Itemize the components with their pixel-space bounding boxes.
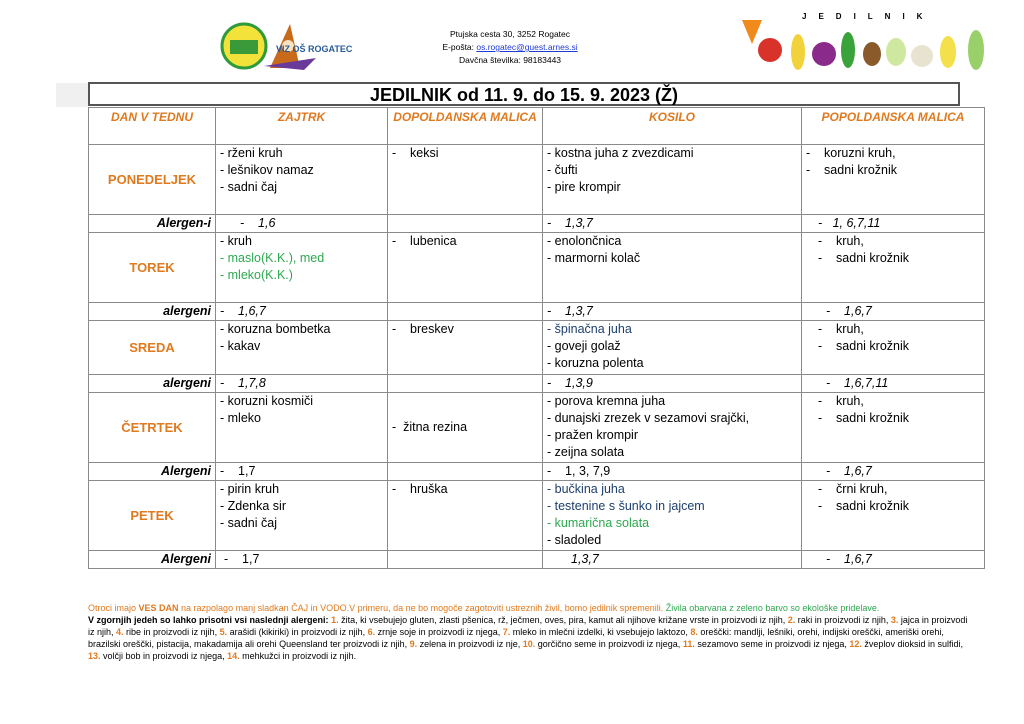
allergen-kosilo: - 1,3,7 <box>543 303 802 321</box>
allergen-label: Alergeni <box>89 463 216 481</box>
col-zajtrk: ZAJTRK <box>216 108 388 145</box>
malica-cell <box>388 481 543 551</box>
menu-item: - rženi kruh <box>220 146 283 160</box>
col-kosilo: KOSILO <box>543 108 802 145</box>
school-contact <box>400 28 620 67</box>
day-row <box>89 233 985 303</box>
menu-item: - kruh, <box>818 322 864 336</box>
menu-item: - koruzna bombetka <box>220 322 331 336</box>
popoldanska-cell <box>802 481 985 551</box>
zajtrk-cell <box>216 481 388 551</box>
email-label: E-pošta: <box>442 42 477 52</box>
allergen-kosilo: - 1,3,7 <box>543 215 802 233</box>
allergen-malica <box>388 463 543 481</box>
note-emphasis: VES DAN <box>138 603 179 613</box>
menu-item: - enolončnica <box>547 234 622 248</box>
day-name: TOREK <box>89 233 216 303</box>
allergen-description: žita, ki vsebujejo gluten, zlasti pšenica, rž, ječmen, oves, pira, kamut ali njihove križane vrste in proizvodi iz njih, <box>338 615 788 625</box>
menu-item: - sadni krožnik <box>818 339 910 353</box>
allergen-zajtrk: - 1,7 <box>216 551 388 569</box>
menu-item: - kruh, <box>818 234 864 248</box>
allergen-description: arašidi (kikiriki) in proizvodi iz njih, <box>227 627 368 637</box>
menu-item: - sadni krožnik <box>818 499 910 513</box>
allergen-pop: - 1, 6,7,11 <box>802 215 985 233</box>
allergen-number: 7. <box>502 627 511 637</box>
allergen-pop: - 1,6,7 <box>802 303 985 321</box>
col-dan: DAN V TEDNU <box>89 108 216 145</box>
zajtrk-cell <box>216 233 388 303</box>
menu-item: - goveji golaž <box>547 339 621 353</box>
menu-item-eco: - špinačna juha <box>547 322 632 336</box>
tax-number: Davčna številka: 98183443 <box>458 55 562 65</box>
allergen-number: 3. <box>890 615 899 625</box>
menu-item: - kruh, <box>818 394 864 408</box>
allergen-row <box>89 463 985 481</box>
day-name: ČETRTEK <box>89 393 216 463</box>
allergen-description: ribe in proizvodi iz njih, <box>123 627 220 637</box>
allergen-number: 10. <box>522 639 536 649</box>
allergen-intro: V zgornjih jedeh so lahko prisotni vsi naslednji alergeni: <box>88 615 332 625</box>
popoldanska-cell <box>802 233 985 303</box>
menu-item: - keksi <box>392 146 439 160</box>
menu-item-eco: - mleko(K.K.) <box>220 268 293 282</box>
menu-item: - pire krompir <box>547 180 621 194</box>
menu-item: - lubenica <box>392 234 457 248</box>
note-eco: Živila obarvana z zeleno barvo so ekološke pridelave. <box>665 603 880 613</box>
allergen-malica <box>388 551 543 569</box>
menu-table <box>88 107 985 569</box>
menu-item-eco: - testenine s šunko in jajcem <box>547 499 705 513</box>
allergen-description: jajca in proizvodi iz njih, <box>88 615 968 637</box>
menu-item: - sadni krožnik <box>818 251 910 265</box>
col-popoldanska: POPOLDANSKA MALICA <box>802 108 985 145</box>
menu-item: - porova kremna juha <box>547 394 666 408</box>
day-row <box>89 481 985 551</box>
popoldanska-cell <box>802 145 985 215</box>
allergen-number: 2. <box>787 615 796 625</box>
allergen-kosilo: 1,3,7 <box>543 551 802 569</box>
note-text: na razpolago manj sladkan ČAJ in VODO.V primeru, da ne bo mogoče zagotoviti ustreznih živil, bomo jedilnik spremenili. <box>178 603 666 613</box>
menu-item: - kruh <box>220 234 252 248</box>
day-row <box>89 145 985 215</box>
allergen-description: mehkužci in proizvodi iz njih. <box>239 651 357 661</box>
allergen-pop: - 1,6,7,11 <box>802 375 985 393</box>
menu-item: - žitna rezina <box>392 420 468 434</box>
allergen-zajtrk: - 1,6 <box>216 215 388 233</box>
allergen-description: gorčično seme in proizvodi iz njega, <box>535 639 683 649</box>
allergen-number: 13. <box>88 651 101 661</box>
allergen-pop: - 1,6,7 <box>802 551 985 569</box>
malica-cell <box>388 393 543 463</box>
school-logo <box>220 18 360 74</box>
kosilo-cell <box>543 481 802 551</box>
jedilnik-word: JEDILNIK <box>802 12 935 21</box>
menu-item-eco: - maslo(K.K.), med <box>220 251 325 265</box>
header-row <box>89 108 985 145</box>
allergen-label: alergeni <box>89 375 216 393</box>
title-band <box>56 83 88 107</box>
day-name: PONEDELJEK <box>89 145 216 215</box>
allergen-label: Alergeni <box>89 551 216 569</box>
allergen-description: zelena in proizvodi iz nje, <box>417 639 523 649</box>
zajtrk-cell <box>216 393 388 463</box>
allergen-row <box>89 375 985 393</box>
kosilo-cell <box>543 145 802 215</box>
menu-item: - sadni krožnik <box>806 163 898 177</box>
allergen-malica <box>388 375 543 393</box>
page-title: JEDILNIK od 11. 9. do 15. 9. 2023 (Ž) <box>88 82 960 106</box>
menu-item: - marmorni kolač <box>547 251 641 265</box>
allergen-description: raki in proizvodi iz njih, <box>795 615 891 625</box>
allergen-malica <box>388 215 543 233</box>
menu-item: - lešnikov namaz <box>220 163 314 177</box>
allergen-description: volčji bob in proizvodi iz njega, <box>100 651 228 661</box>
allergen-description: mleko in mlečni izdelki, ki vsebujejo laktozo, <box>510 627 691 637</box>
allergen-number: 4. <box>116 627 124 637</box>
menu-item: - kostna juha z zvezdicami <box>547 146 694 160</box>
kosilo-cell <box>543 393 802 463</box>
menu-item: - koruzni kosmiči <box>220 394 314 408</box>
allergen-number: 5. <box>219 627 228 637</box>
allergen-kosilo: - 1,3,9 <box>543 375 802 393</box>
email-link[interactable]: os.rogatec@guest.arnes.si <box>476 42 578 52</box>
malica-cell <box>388 321 543 375</box>
day-row <box>89 321 985 375</box>
allergen-number: 1. <box>331 615 339 625</box>
menu-item: - sadni krožnik <box>818 411 910 425</box>
menu-item-eco: - bučkina juha <box>547 482 625 496</box>
allergen-zajtrk: - 1,7 <box>216 463 388 481</box>
menu-item: - čufti <box>547 163 578 177</box>
menu-item: - breskev <box>392 322 454 336</box>
allergen-number: 6. <box>367 627 376 637</box>
allergen-description: sezamovo seme in proizvodi iz njega, <box>694 639 850 649</box>
allergen-number: 11. <box>682 639 695 649</box>
menu-item: - dunajski zrezek v sezamovi srajčki, <box>547 411 750 425</box>
allergen-zajtrk: - 1,6,7 <box>216 303 388 321</box>
zajtrk-cell <box>216 321 388 375</box>
allergen-number: 9. <box>409 639 418 649</box>
address: Ptujska cesta 30, 3252 Rogatec <box>449 29 571 39</box>
menu-item: - Zdenka sir <box>220 499 286 513</box>
allergen-number: 14. <box>227 651 240 661</box>
logo-text: VIZ OŠ ROGATEC <box>276 44 353 54</box>
allergen-row <box>89 215 985 233</box>
menu-item: - koruzni kruh, <box>806 146 896 160</box>
malica-cell <box>388 233 543 303</box>
malica-cell <box>388 145 543 215</box>
allergen-description: zrnje soje in proizvodi iz njega, <box>375 627 503 637</box>
note-text: Otroci imajo <box>88 603 139 613</box>
footer-note-1 <box>88 602 968 614</box>
allergen-row <box>89 303 985 321</box>
menu-item: - kakav <box>220 339 261 353</box>
popoldanska-cell <box>802 393 985 463</box>
kosilo-cell <box>543 233 802 303</box>
day-name: SREDA <box>89 321 216 375</box>
jedilnik-logo <box>740 8 1000 80</box>
allergen-row <box>89 551 985 569</box>
menu-item-eco: - kumarična solata <box>547 516 650 530</box>
allergen-description: žveplov dioksid in sulfidi, <box>861 639 963 649</box>
menu-item: - sladoled <box>547 533 602 547</box>
col-dopoldanska: DOPOLDANSKA MALICA <box>388 108 543 145</box>
kosilo-cell <box>543 321 802 375</box>
allergen-malica <box>388 303 543 321</box>
menu-item: - pražen krompir <box>547 428 638 442</box>
day-row <box>89 393 985 463</box>
footer-allergens <box>88 614 968 662</box>
day-name: PETEK <box>89 481 216 551</box>
menu-item: - črni kruh, <box>818 482 888 496</box>
allergen-zajtrk: - 1,7,8 <box>216 375 388 393</box>
menu-item: - pirin kruh <box>220 482 280 496</box>
popoldanska-cell <box>802 321 985 375</box>
allergen-number: 8. <box>690 627 698 637</box>
allergen-label: alergeni <box>89 303 216 321</box>
menu-item: - hruška <box>392 482 448 496</box>
menu-item: - zeijna solata <box>547 445 625 459</box>
menu-item: - koruzna polenta <box>547 356 644 370</box>
allergen-number: 12. <box>849 639 862 649</box>
allergen-kosilo: - 1, 3, 7,9 <box>543 463 802 481</box>
allergen-pop: - 1,6,7 <box>802 463 985 481</box>
menu-item: - mleko <box>220 411 261 425</box>
menu-item: - sadni čaj <box>220 516 277 530</box>
menu-item: - sadni čaj <box>220 180 277 194</box>
footer-notes <box>88 602 968 662</box>
allergen-label: Alergen-i <box>89 215 216 233</box>
allergen-description: oreščki: mandlji, lešniki, orehi, indijski oreščki, ameriški orehi, brazilski oreščki, pistacija, makadamija ali orehi Queensland ter proizvodi iz njih, <box>88 627 944 649</box>
zajtrk-cell <box>216 145 388 215</box>
